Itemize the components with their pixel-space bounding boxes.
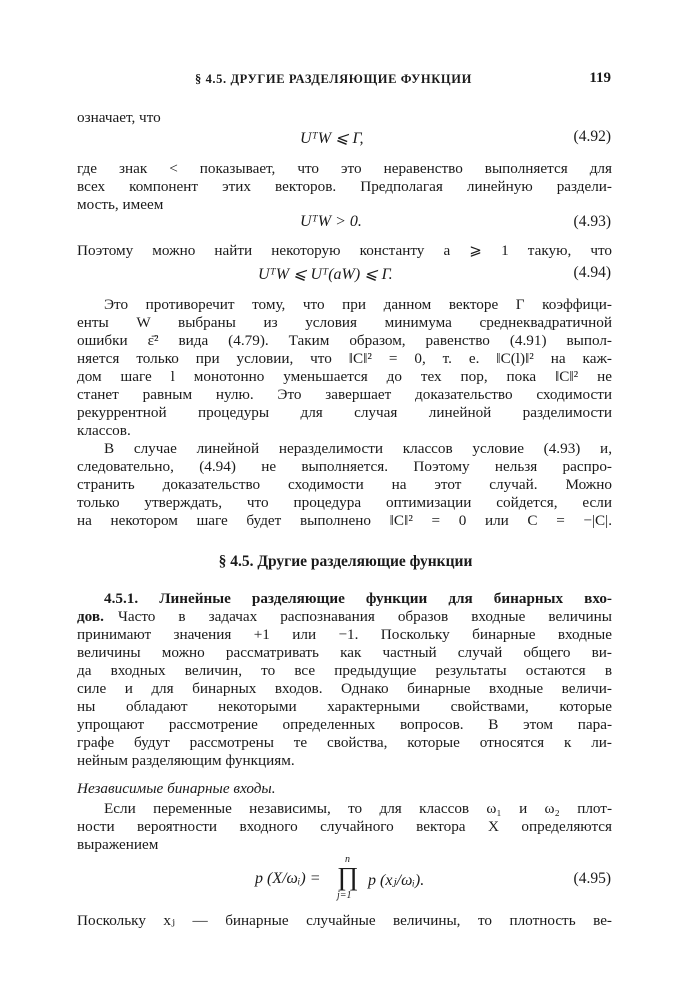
text-line: графе будут рассмотрены те свойства, которые относятся к ли-: [77, 734, 612, 751]
equation-expression: UᵀW ⩽ Uᵀ(aW) ⩽ Γ.: [258, 266, 393, 283]
equation-number: (4.95): [573, 870, 611, 887]
equation-expression: UᵀW > 0.: [300, 213, 362, 230]
text-line: только утверждать, что процедура оптимизации сойдется, если: [77, 494, 612, 511]
equation-number: (4.94): [573, 264, 611, 281]
text-line: нейным разделяющим функциям.: [77, 752, 295, 769]
text-line: Часто в задачах распознавания образов входные величины: [118, 608, 612, 625]
text-line: дом шаге l монотонно уменьшается до тех пор, пока ‖C‖² не: [77, 368, 612, 385]
text-line: няется только при условии, что ‖C‖² = 0, т. е. ‖C(l)‖² на каж-: [77, 350, 612, 367]
text-line: Если переменные независимы, то для классов ω₁ и ω₂ плот-: [104, 800, 612, 817]
equation-rhs: p (xⱼ/ωᵢ).: [368, 872, 425, 889]
text-line: ошибки ε̄² вида (4.79). Таким образом, равенство (4.91) выпол-: [77, 332, 612, 349]
page-number: 119: [589, 70, 611, 86]
text-line: В случае линейной неразделимости классов условие (4.93) и,: [104, 440, 612, 457]
subsection-title-cont: дов.: [77, 608, 104, 625]
text-line: станет равным нулю. Это завершает доказательство сходимости: [77, 386, 612, 403]
product-symbol: ∏: [337, 862, 359, 891]
section-heading: § 4.5. Другие разделяющие функции: [218, 553, 473, 570]
text-line: Это противоречит тому, что при данном векторе Γ коэффици-: [104, 296, 612, 313]
text-line: странить доказательство сходимости на этот случай. Можно: [77, 476, 612, 493]
text-line: енты W выбраны из условия минимума среднеквадратичной: [77, 314, 612, 331]
text-line: следовательно, (4.94) не выполняется. Поэтому нельзя распро-: [77, 458, 612, 475]
text-line: мость, имеем: [77, 196, 164, 213]
product-upper-limit: n: [345, 854, 350, 865]
italic-heading: Независимые бинарные входы.: [77, 780, 276, 797]
equation-number: (4.93): [573, 213, 611, 230]
text-line: Поэтому можно найти некоторую константу a ⩾ 1 такую, что: [77, 242, 612, 259]
text-line: выражением: [77, 836, 159, 853]
text-line: упрощают рассмотрение определенных вопросов. В этом пара-: [77, 716, 612, 733]
equation-number: (4.92): [573, 128, 611, 145]
equation-lhs: p (X/ωᵢ) =: [255, 870, 321, 887]
text-line: на некотором шаге будет выполнено ‖C‖² = 0 или C = −|C|.: [77, 512, 612, 529]
text-line: принимают значения +1 или −1. Поскольку бинарные входные: [77, 626, 612, 643]
text-line: Поскольку xⱼ — бинарные случайные величины, то плотность ве-: [77, 912, 612, 929]
text-line: да входных величин, то все предыдущие результаты остаются в: [77, 662, 612, 679]
text-line: классов.: [77, 422, 131, 439]
text-line: величины можно рассматривать как частный случай общего ви-: [77, 644, 612, 661]
subsection-title: 4.5.1. Линейные разделяющие функции для бинарных вхо-: [104, 590, 612, 607]
equation-expression: UᵀW ⩽ Γ,: [300, 130, 364, 147]
running-head: § 4.5. ДРУГИЕ РАЗДЕЛЯЮЩИЕ ФУНКЦИИ: [195, 72, 472, 86]
text-line: ны обладают некоторыми характерными свойствами, которые: [77, 698, 612, 715]
text-line: ности вероятности входного случайного вектора X определяются: [77, 818, 612, 835]
text-line: где знак < показывает, что это неравенство выполняется для: [77, 160, 612, 177]
text-line: всех компонент этих векторов. Предполагая линейную раздели-: [77, 178, 612, 195]
text-line: означает, что: [77, 109, 161, 126]
text-line: рекуррентной процедуры для случая линейной разделимости: [77, 404, 612, 421]
text-line: силе и для бинарных входов. Однако бинарные входные величи-: [77, 680, 612, 697]
product-lower-limit: j=1: [337, 890, 352, 901]
